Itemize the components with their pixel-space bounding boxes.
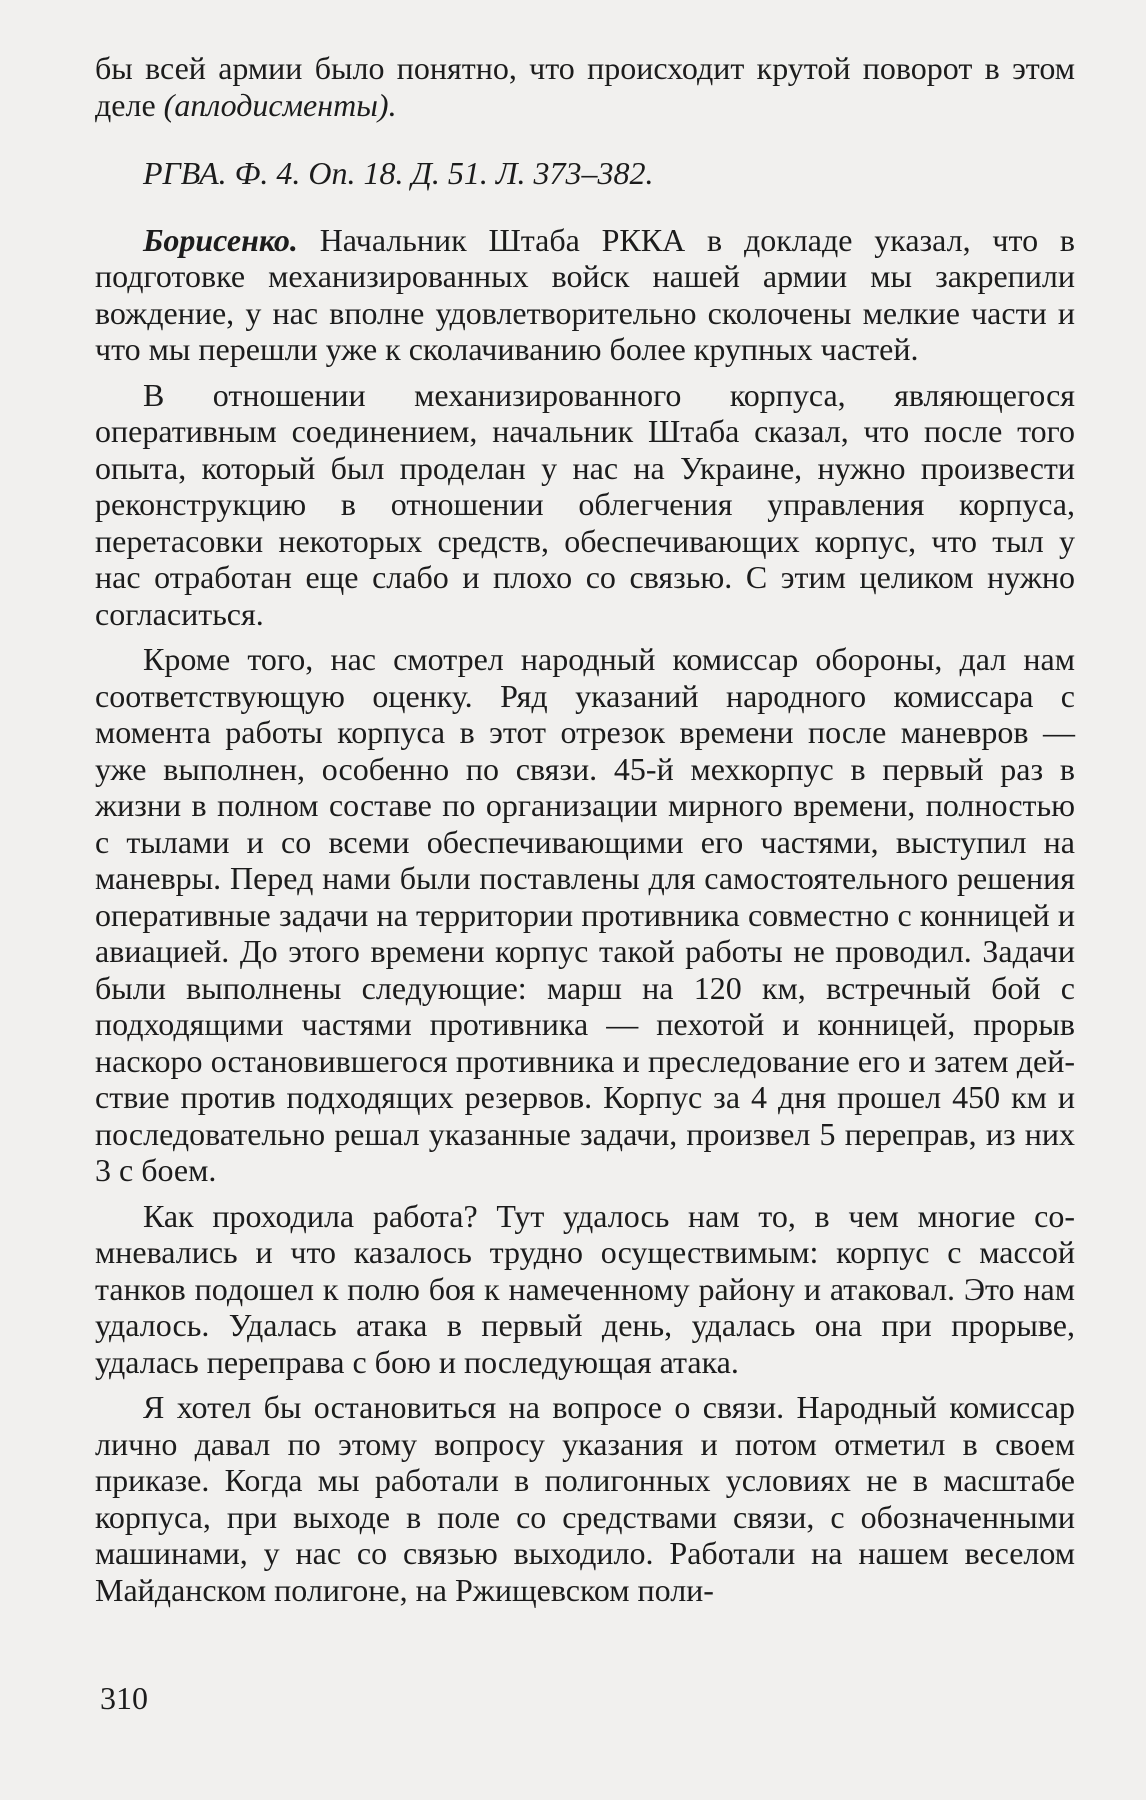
speech-paragraph-2: В отношении механизированного корпуса, являющегося оперативным соединением, начальник Штаба сказал, что после того опыта, который был проделан у нас на Украине, нужно произвести реконструкцию в отношении облегчения управления корпуса, перетасовки некоторых средств, обеспечивающих корпус, что тыл у нас отработан еще слабо и плохо со связью. С этим целиком нужно согласиться. [95,376,1075,632]
document-page [95,50,1075,1608]
speaker-name: Борисенко. [143,221,298,258]
opening-text: бы всей армии было понятно, что происходит крутой поворот в этом деле [95,50,1075,123]
speech-paragraph-1 [95,222,1075,368]
opening-paragraph [95,50,1075,123]
applause-note: (аплодисменты). [163,86,397,123]
speech-paragraph-5: Я хотел бы остановиться на вопросе о связи. Народный комиссар лично давал по этому вопросу указания и потом отметил в своем приказе. Когда мы работали в полигонных условиях не в масштабе корпуса, при выходе в поле со средствами связи, с обозначенными машинами, у нас со связью выходило. Работали на нашем веселом Майданском полигоне, на Ржищевском поли- [95,1389,1075,1608]
page-number: 310 [100,1680,148,1716]
speech-paragraph-1-text: Начальник Штаба РККА в докладе указал, что в подготовке механизированных войск нашей армии мы закрепили вождение, у нас вполне удовлетворительно сколочены мелкие части и что мы перешли уже к сколачиванию более крупных частей. [95,221,1075,367]
archive-reference: РГВА. Ф. 4. Оп. 18. Д. 51. Л. 373–382. [143,155,654,191]
speech-paragraph-4: Как проходила работа? Тут удалось нам то, в чем многие сомневались и что казалось трудно осуществимым: корпус с массой танков подошел к полю боя к намеченному району и атаковал. Это нам удалось. Удалась атака в первый день, удалась она при прорыве, удалась переправа с бою и последующая атака. [95,1197,1075,1380]
speech-paragraph-3: Кроме того, нас смотрел народный комиссар обороны, дал нам соответствующую оценку. Ряд указаний народного комиссара с момента работы корпуса в этот отрезок времени после маневров — уже выполнен, особенно по связи. 45-й мехкорпус в первый раз в жизни в полном составе по организации мирного времени, полностью с тылами и со всеми обеспечивающими его частями, выступил на маневры. Перед нами были поставлены для самостоятельного решения оперативные задачи на территории противника совместно с конницей и авиацией. До этого времени корпус такой работы не проводил. Задачи были выполнены следующие: марш на 120 км, встречный бой с подходящими частями противника — пехотой и конницей, прорыв наскоро остановившегося противника и преследование его и затем действие против подходящих резервов. Корпус за 4 дня прошел 450 км и последовательно решал указанные задачи, произвел 5 переправ, из них 3 с боем. [95,641,1075,1188]
